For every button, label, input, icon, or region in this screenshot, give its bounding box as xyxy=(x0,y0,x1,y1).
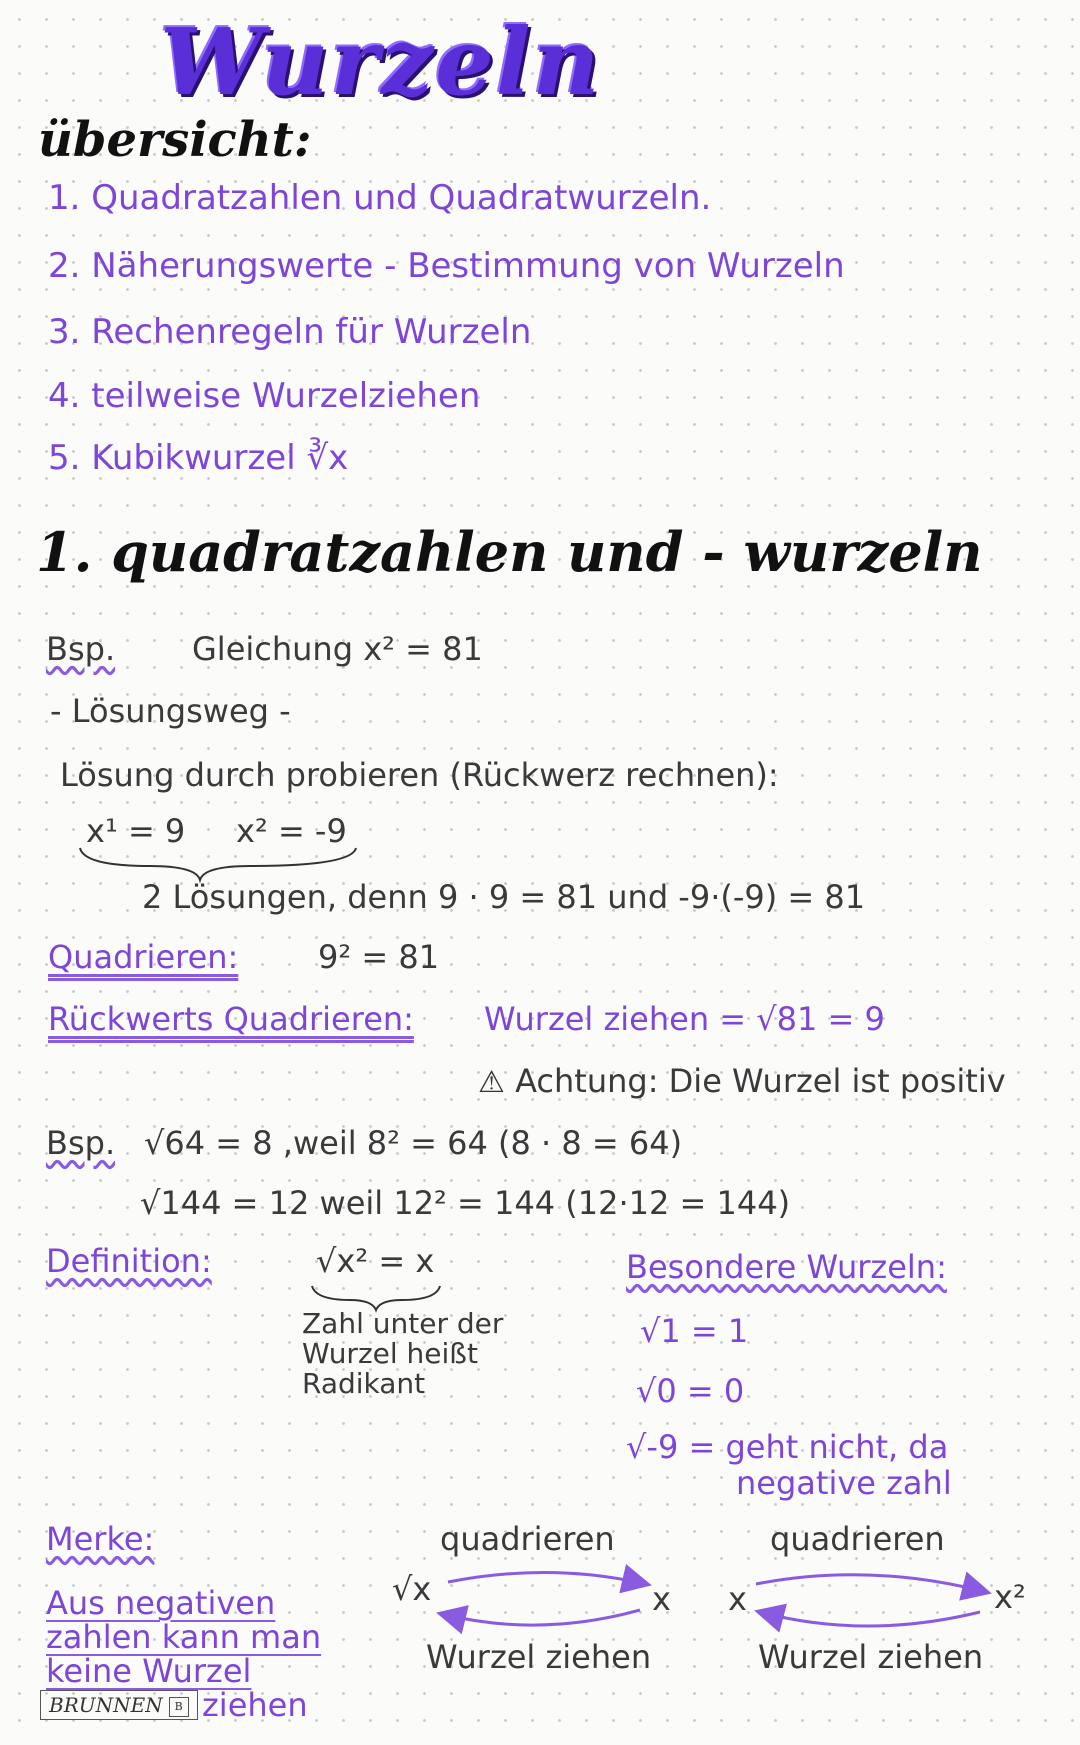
special-roots-label: Besondere Wurzeln: xyxy=(626,1248,947,1286)
diagram1-right-label: x xyxy=(652,1580,671,1618)
brand-icon: B xyxy=(169,1697,189,1717)
diagram1-bottom-arrow xyxy=(442,1610,640,1625)
reverse-squaring-label: Rückwerts Quadrieren: xyxy=(48,1000,414,1038)
special-root-negative-note: negative zahl xyxy=(736,1464,952,1502)
special-root-1: √1 = 1 xyxy=(640,1312,749,1350)
overview-item-2: 2. Näherungswerte - Bestimmung von Wurzeln xyxy=(48,246,845,286)
definition-label: Definition: xyxy=(46,1242,212,1280)
diagram1-top-label: quadrieren xyxy=(440,1520,615,1558)
overview-item-1: 1. Quadratzahlen und Quadratwurzeln. xyxy=(48,178,712,218)
squaring-value: 9² = 81 xyxy=(318,938,440,976)
solution-brace xyxy=(80,848,356,880)
page-title: Wurzeln xyxy=(160,8,602,116)
example-label: Bsp. xyxy=(46,630,116,668)
brand-logo xyxy=(40,1690,198,1720)
radicand-note-3: Radikant xyxy=(302,1367,426,1400)
special-root-negative: √-9 = geht nicht, da xyxy=(626,1428,949,1466)
overview-item-5: 5. Kubikwurzel ∛x xyxy=(48,438,349,478)
solution-x2: x² = -9 xyxy=(236,812,347,850)
example2-line1: √64 = 8 ,weil 8² = 64 (8 · 8 = 64) xyxy=(144,1124,683,1162)
warning-text: Achtung: Die Wurzel ist positiv xyxy=(515,1062,1006,1100)
solution-text: Lösung durch probieren (Rückwerz rechnen): xyxy=(60,756,779,794)
diagram2-top-arrow xyxy=(756,1575,986,1592)
diagram1-left-label: √x xyxy=(392,1570,432,1608)
example2-line2: √144 = 12 weil 12² = 144 (12·12 = 144) xyxy=(140,1184,791,1222)
solution-x1: x¹ = 9 xyxy=(86,812,186,850)
diagram2-left-label: x xyxy=(728,1580,747,1618)
definition-brace xyxy=(312,1286,440,1310)
special-root-0: √0 = 0 xyxy=(636,1372,745,1410)
diagram1-top-arrow xyxy=(448,1572,646,1584)
diagram1-bottom-label: Wurzel ziehen xyxy=(426,1638,652,1676)
overview-item-3: 3. Rechenregeln für Wurzeln xyxy=(48,312,532,352)
diagram2-bottom-label: Wurzel ziehen xyxy=(758,1638,984,1676)
section-heading: 1. quadratzahlen und - wurzeln xyxy=(36,520,983,584)
diagram2-right-label: x² xyxy=(994,1578,1026,1616)
diagram2-top-label: quadrieren xyxy=(770,1520,945,1558)
radicand-note-1: Zahl unter der xyxy=(302,1307,504,1340)
equation-text: Gleichung x² = 81 xyxy=(192,630,483,668)
reverse-squaring-value: Wurzel ziehen = √81 = 9 xyxy=(484,1000,885,1038)
remember-text-3: keine Wurzel xyxy=(46,1652,252,1690)
remember-text-1: Aus negativen xyxy=(46,1584,276,1622)
two-solutions-text: 2 Lösungen, denn 9 · 9 = 81 und -9·(-9) = 81 xyxy=(142,878,866,916)
warning-icon: ⚠ xyxy=(478,1065,505,1100)
example2-label: Bsp. xyxy=(46,1124,116,1162)
remember-text-2: zahlen kann man xyxy=(46,1618,322,1656)
radicand-note-2: Wurzel heißt xyxy=(302,1337,478,1370)
overview-item-4: 4. teilweise Wurzelziehen xyxy=(48,376,481,416)
brand-name: BRUNNEN xyxy=(49,1693,163,1717)
remember-label: Merke: xyxy=(46,1520,155,1558)
remember-text-4: ziehen xyxy=(202,1686,308,1724)
squaring-label: Quadrieren: xyxy=(48,938,239,976)
definition-formula: √x² = x xyxy=(316,1242,435,1280)
method-label: - Lösungsweg - xyxy=(50,692,291,730)
overview-heading: übersicht: xyxy=(38,112,312,168)
diagram2-bottom-arrow xyxy=(760,1612,980,1626)
